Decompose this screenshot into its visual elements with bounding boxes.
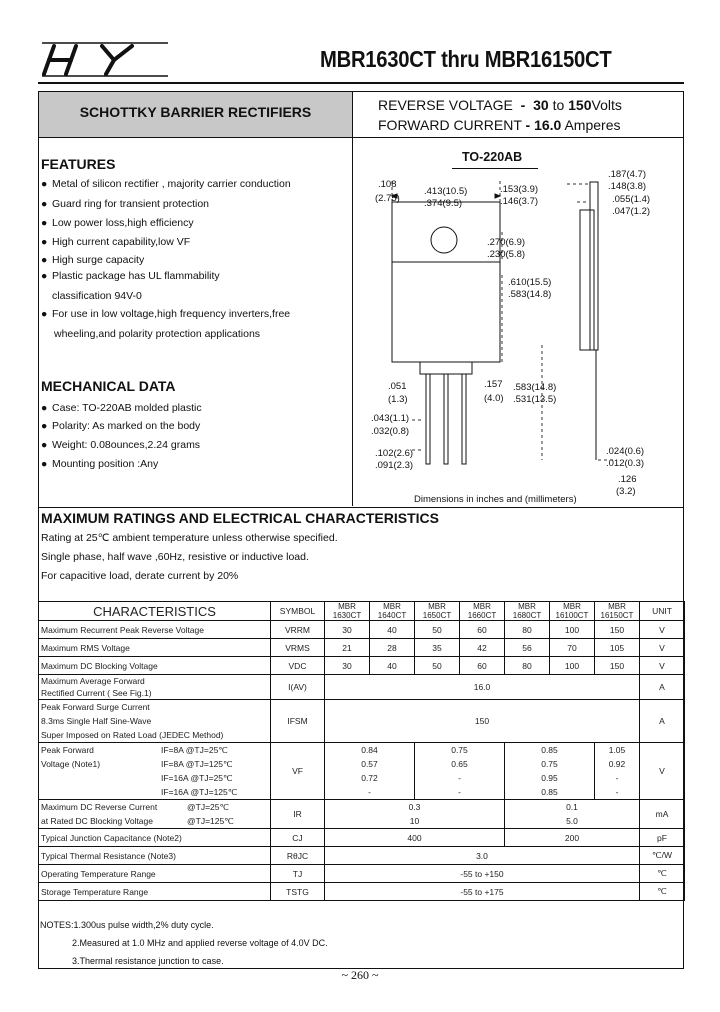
cell-value: 0.3 10 <box>325 800 505 829</box>
cell-value: 40 <box>370 621 415 639</box>
table-row <box>39 700 685 743</box>
cell-value: 1.05 0.92 - - <box>595 743 640 800</box>
footnote: NOTES:1.300us pulse width,2% duty cycle. <box>40 920 214 930</box>
cell-value: 60 <box>460 621 505 639</box>
cell-value: 150 <box>595 621 640 639</box>
cell-value: 30 <box>325 657 370 675</box>
row-label: Typical Thermal Resistance (Note3) <box>39 847 271 865</box>
row-unit: V <box>640 657 685 675</box>
feature-item: ● For use in low voltage,high frequency inverters,free <box>41 308 291 320</box>
header-model: MBR 1660CT <box>460 602 505 621</box>
dim-label: .102(2.6) <box>375 448 414 459</box>
dim-label: .012(0.3) <box>606 458 645 469</box>
row-unit: V <box>640 639 685 657</box>
row-unit: V <box>640 743 685 800</box>
ratings-note: Single phase, half wave ,60Hz, resistive or inductive load. <box>41 551 309 563</box>
cell-value: 3.0 <box>325 847 640 865</box>
dim-label: .108 <box>378 179 397 190</box>
dimensions-caption: Dimensions in inches and (millimeters) <box>414 494 577 505</box>
dim-label: .583(14.8) <box>513 382 557 393</box>
cell-value: 70 <box>550 639 595 657</box>
cell-value: 80 <box>505 621 550 639</box>
row-symbol: RθJC <box>271 847 325 865</box>
dim-label: .024(0.6) <box>606 446 645 457</box>
row-symbol: TSTG <box>271 883 325 901</box>
table-row <box>39 621 685 639</box>
cell-value: 100 <box>550 621 595 639</box>
dim-label: .043(1.1) <box>371 413 410 424</box>
table-row <box>39 847 685 865</box>
title-rule <box>38 82 684 84</box>
header-unit: UNIT <box>640 602 685 621</box>
mechanical-item: ● Mounting position :Any <box>41 458 159 470</box>
cell-value: 50 <box>415 621 460 639</box>
row-symbol: VRRM <box>271 621 325 639</box>
dim-label: (3.2) <box>616 486 636 497</box>
cell-value: 21 <box>325 639 370 657</box>
feature-item: wheeling,and polarity protection applications <box>54 328 261 340</box>
row-unit: pF <box>640 829 685 847</box>
dim-label: .146(3.7) <box>500 196 539 207</box>
ratings-heading: MAXIMUM RATINGS AND ELECTRICAL CHARACTERISTICS <box>41 510 439 526</box>
row-unit: mA <box>640 800 685 829</box>
row-unit: ℃ <box>640 865 685 883</box>
header-model: MBR 1640CT <box>370 602 415 621</box>
table-header-row <box>39 602 685 621</box>
dim-label: .153(3.9) <box>500 184 539 195</box>
cell-value: 105 <box>595 639 640 657</box>
header-model: MBR 16150CT <box>595 602 640 621</box>
table-row <box>39 743 685 800</box>
dim-label: .091(2.3) <box>375 460 414 471</box>
cell-value: 100 <box>550 657 595 675</box>
row-unit: V <box>640 621 685 639</box>
row-symbol: IR <box>271 800 325 829</box>
features-heading: FEATURES <box>41 156 116 172</box>
header-symbol: SYMBOL <box>271 602 325 621</box>
row-symbol: CJ <box>271 829 325 847</box>
cell-value: 42 <box>460 639 505 657</box>
row-label: Peak Forward Surge Current 8.3ms Single Half Sine-Wave Super Imposed on Rated Load (JEDEC Method) <box>39 700 271 743</box>
cell-value: 0.84 0.57 0.72 - <box>325 743 415 800</box>
dim-label: .270(6.9) <box>487 237 526 248</box>
row-unit: ℃ <box>640 883 685 901</box>
forward-current-spec: FORWARD CURRENT - 16.0 Amperes <box>378 117 621 133</box>
row-label: Typical Junction Capacitance (Note2) <box>39 829 271 847</box>
cell-value: 150 <box>325 700 640 743</box>
mechanical-item: ● Polarity: As marked on the body <box>41 420 201 432</box>
dim-label: .055(1.4) <box>612 194 651 205</box>
dim-label: (1.3) <box>388 394 408 405</box>
dim-label: .374(9.5) <box>424 198 463 209</box>
dim-label: .610(15.5) <box>508 277 552 288</box>
dim-label: .230(5.8) <box>487 249 526 260</box>
cell-value: 50 <box>415 657 460 675</box>
dim-label: .413(10.5) <box>424 186 468 197</box>
dim-label: .187(4.7) <box>608 169 647 180</box>
dim-label: .148(3.8) <box>608 181 647 192</box>
table-row <box>39 639 685 657</box>
row-label: Maximum DC Reverse Current at Rated DC Blocking Voltage @TJ=25℃ @TJ=125℃ <box>39 800 271 829</box>
dim-label: .157 <box>484 379 503 390</box>
dim-label: .051 <box>388 381 407 392</box>
row-label: Operating Temperature Range <box>39 865 271 883</box>
ratings-note: For capacitive load, derate current by 20% <box>41 570 239 582</box>
dim-label: .047(1.2) <box>612 206 651 217</box>
row-label: Maximum RMS Voltage <box>39 639 271 657</box>
ratings-note: Rating at 25℃ ambient temperature unless otherwise specified. <box>41 532 338 544</box>
table-row <box>39 829 685 847</box>
header-rule <box>38 137 684 138</box>
table-row <box>39 657 685 675</box>
row-label: Peak Forward Voltage (Note1) IF=8A @TJ=25℃ IF=8A @TJ=125℃ IF=16A @TJ=25℃ IF=16A @TJ=125℃ <box>39 743 271 800</box>
row-symbol: TJ <box>271 865 325 883</box>
row-label: Maximum DC Blocking Voltage <box>39 657 271 675</box>
cell-value: 0.75 0.65 - - <box>415 743 505 800</box>
cell-value: 0.85 0.75 0.95 0.85 <box>505 743 595 800</box>
table-row <box>39 675 685 700</box>
row-label: Maximum Average Forward Rectified Current ( See Fig.1) <box>39 675 271 700</box>
feature-item: ● High surge capacity <box>41 254 145 266</box>
row-unit: A <box>640 675 685 700</box>
feature-item: ● Metal of silicon rectifier , majority carrier conduction <box>41 178 291 190</box>
cell-value: 35 <box>415 639 460 657</box>
row-symbol: VRMS <box>271 639 325 657</box>
feature-item: ● Plastic package has UL flammability <box>41 270 220 282</box>
cell-value: 60 <box>460 657 505 675</box>
page-number: ~ 260 ~ <box>341 968 379 982</box>
feature-item: ● Low power loss,high efficiency <box>41 217 194 229</box>
mechanical-item: ● Case: TO-220AB molded plastic <box>41 402 202 414</box>
cell-value: 28 <box>370 639 415 657</box>
dim-label: (4.0) <box>484 393 504 404</box>
cell-value: 56 <box>505 639 550 657</box>
row-symbol: IFSM <box>271 700 325 743</box>
row-symbol: I(AV) <box>271 675 325 700</box>
table-row <box>39 865 685 883</box>
cell-value: -55 to +150 <box>325 865 640 883</box>
page-title: MBR1630CT thru MBR16150CT <box>320 46 612 72</box>
dim-label: .126 <box>618 474 637 485</box>
table-row <box>39 883 685 901</box>
company-logo <box>40 40 175 78</box>
row-unit: ℃/W <box>640 847 685 865</box>
reverse-voltage-spec: REVERSE VOLTAGE - 30 to 150Volts <box>378 97 622 113</box>
product-type: SCHOTTKY BARRIER RECTIFIERS <box>79 104 312 120</box>
cell-value: 40 <box>370 657 415 675</box>
row-unit: A <box>640 700 685 743</box>
table-row <box>39 800 685 829</box>
characteristics-table <box>38 601 685 901</box>
footnote: 2.Measured at 1.0 MHz and applied reverse voltage of 4.0V DC. <box>72 938 328 948</box>
header-model: MBR 16100CT <box>550 602 595 621</box>
header-model: MBR 1650CT <box>415 602 460 621</box>
mechanical-heading: MECHANICAL DATA <box>41 378 176 394</box>
row-symbol: VF <box>271 743 325 800</box>
feature-item: ● Guard ring for transient protection <box>41 198 209 210</box>
cell-value: 16.0 <box>325 675 640 700</box>
cell-value: -55 to +175 <box>325 883 640 901</box>
row-label: Maximum Recurrent Peak Reverse Voltage <box>39 621 271 639</box>
feature-item: ● High current capability,low VF <box>41 236 191 248</box>
cell-value: 80 <box>505 657 550 675</box>
feature-item: classification 94V-0 <box>52 290 142 302</box>
header-model: MBR 1680CT <box>505 602 550 621</box>
cell-value: 30 <box>325 621 370 639</box>
cell-value: 400 <box>325 829 505 847</box>
mechanical-item: ● Weight: 0.08ounces,2.24 grams <box>41 439 201 451</box>
dim-label: .032(0.8) <box>371 426 410 437</box>
dim-label: .531(13.5) <box>513 394 557 405</box>
dim-label: .583(14.8) <box>508 289 552 300</box>
row-symbol: VDC <box>271 657 325 675</box>
row-label: Storage Temperature Range <box>39 883 271 901</box>
package-name: TO-220AB <box>462 150 523 164</box>
cell-value: 0.1 5.0 <box>505 800 640 829</box>
cell-value: 200 <box>505 829 640 847</box>
cell-value: 150 <box>595 657 640 675</box>
header-model: MBR 1630CT <box>325 602 370 621</box>
header-characteristics: CHARACTERISTICS <box>39 602 271 621</box>
footnote: 3.Thermal resistance junction to case. <box>72 956 224 966</box>
dim-label: (2.75) <box>375 193 400 204</box>
